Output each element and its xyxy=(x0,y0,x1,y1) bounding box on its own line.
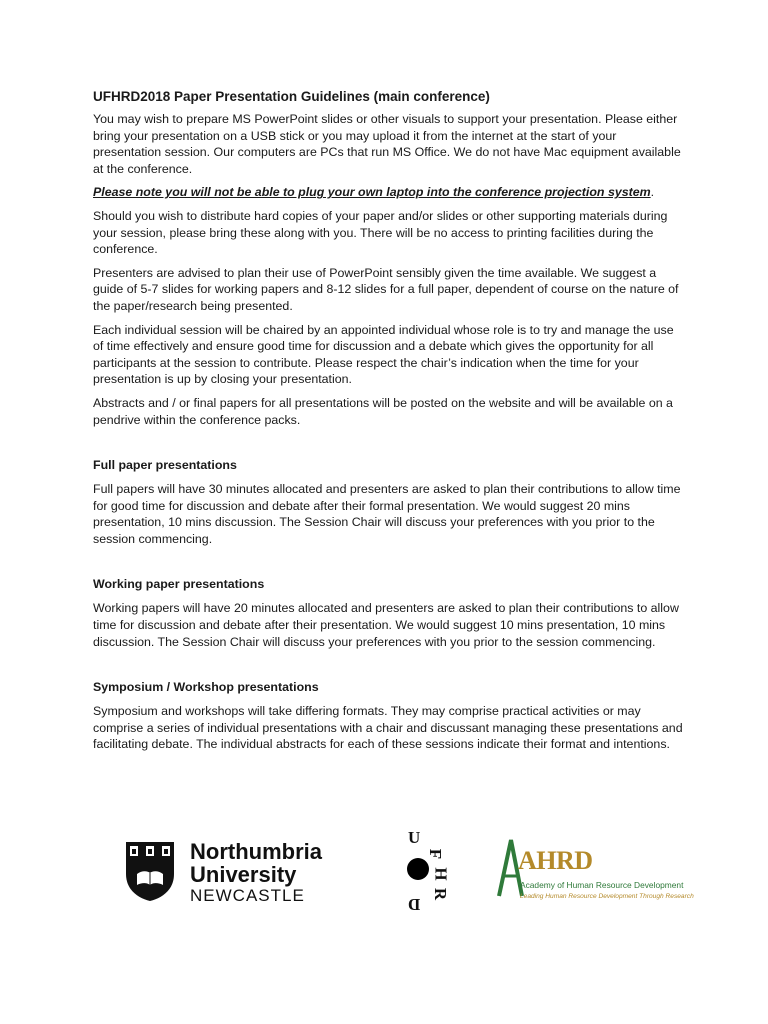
northumbria-line1: Northumbria xyxy=(190,839,322,864)
section-body-symposium: Symposium and workshops will take differing formats. They may comprise practical activities or may comprise a series of individual presentations with a chair and discussant managing these presentations and facilitating debate. The individual abstracts for each of these sessions indicate their format and intentions. xyxy=(93,704,683,752)
ufhrd-letter-u: U xyxy=(408,828,421,847)
intro-paragraph: You may wish to prepare MS PowerPoint slides or other visuals to support your presentation. Please either bring your presentation on a USB stick or you may upload it from the internet at the start of your presentation session. Our computers are PCs that run MS Office. We do not have Mac equipment available at the conference. xyxy=(93,112,681,176)
section-body-working-paper: Working papers will have 20 minutes allocated and presenters are asked to plan their contributions to allow time for discussion and debate after their presentation. We would suggest 10 mins presentation, 10 mins discussion. The Session Chair will discuss your preferences with you prior to the session commencing. xyxy=(93,601,679,649)
ufhrd-dot-icon xyxy=(407,858,429,880)
paragraph-hard-copies: Should you wish to distribute hard copies of your paper and/or slides or other supporting materials during your session, please bring these along with you. There will be no access to printing facilities during the conference. xyxy=(93,208,668,257)
northumbria-wordmark xyxy=(190,840,390,906)
ahrd-tagline: Leading Human Resource Development Through Research xyxy=(520,893,694,900)
laptop-note-text: Please note you will not be able to plug your own laptop into the conference projection system xyxy=(93,185,651,200)
section-heading-symposium: Symposium / Workshop presentations xyxy=(93,680,319,695)
section-heading-working-paper: Working paper presentations xyxy=(93,577,265,592)
laptop-note: Please note you will not be able to plug your own laptop into the conference projection system. xyxy=(93,185,655,200)
section-heading-full-paper: Full paper presentations xyxy=(93,458,237,473)
paragraph-abstracts: Abstracts and / or final papers for all presentations will be posted on the website and will be available on a pendrive within the conference packs. xyxy=(93,395,673,427)
northumbria-shield-icon xyxy=(124,840,176,902)
document-title: UFHRD2018 Paper Presentation Guidelines (main conference) xyxy=(93,89,490,104)
ahrd-subtitle: Academy of Human Resource Development xyxy=(520,880,684,890)
ahrd-logo xyxy=(496,836,696,912)
ufhrd-logo xyxy=(396,828,476,920)
footer-logos xyxy=(0,820,768,920)
ufhrd-letter-f: F xyxy=(426,848,446,860)
northumbria-line2: University xyxy=(190,862,297,887)
paragraph-powerpoint: Presenters are advised to plan their use of PowerPoint sensibly given the time available. We suggest a guide of 5-7 slides for working papers and 8-12 slides for a full paper, dependent of course on the nature of the paper/research being presented. xyxy=(93,265,679,313)
northumbria-line3: NEWCASTLE xyxy=(190,886,305,905)
ufhrd-letter-d: D xyxy=(408,895,421,914)
ufhrd-letter-h: H xyxy=(431,867,451,881)
document-body xyxy=(93,88,683,760)
ufhrd-letter-r: R xyxy=(431,887,451,901)
section-body-full-paper: Full papers will have 30 minutes allocated and presenters are asked to plan their contributions to allow time for good time for discussion and debate after their formal presentation. We would suggest 20 mins presentation, 10 mins discussion. The Session Chair will discuss your preferences with you prior to the session commencing. xyxy=(93,482,681,546)
ahrd-title: AHRD xyxy=(518,846,593,875)
paragraph-session-chair: Each individual session will be chaired by an appointed individual whose role is to try and manage the use of time effectively and ensure good time for discussion and a debate which gives the opportunity for all participants at the session to contribute. Please respect the chair’s indication when the time for your presentation is up by closing your presentation. xyxy=(93,322,674,387)
